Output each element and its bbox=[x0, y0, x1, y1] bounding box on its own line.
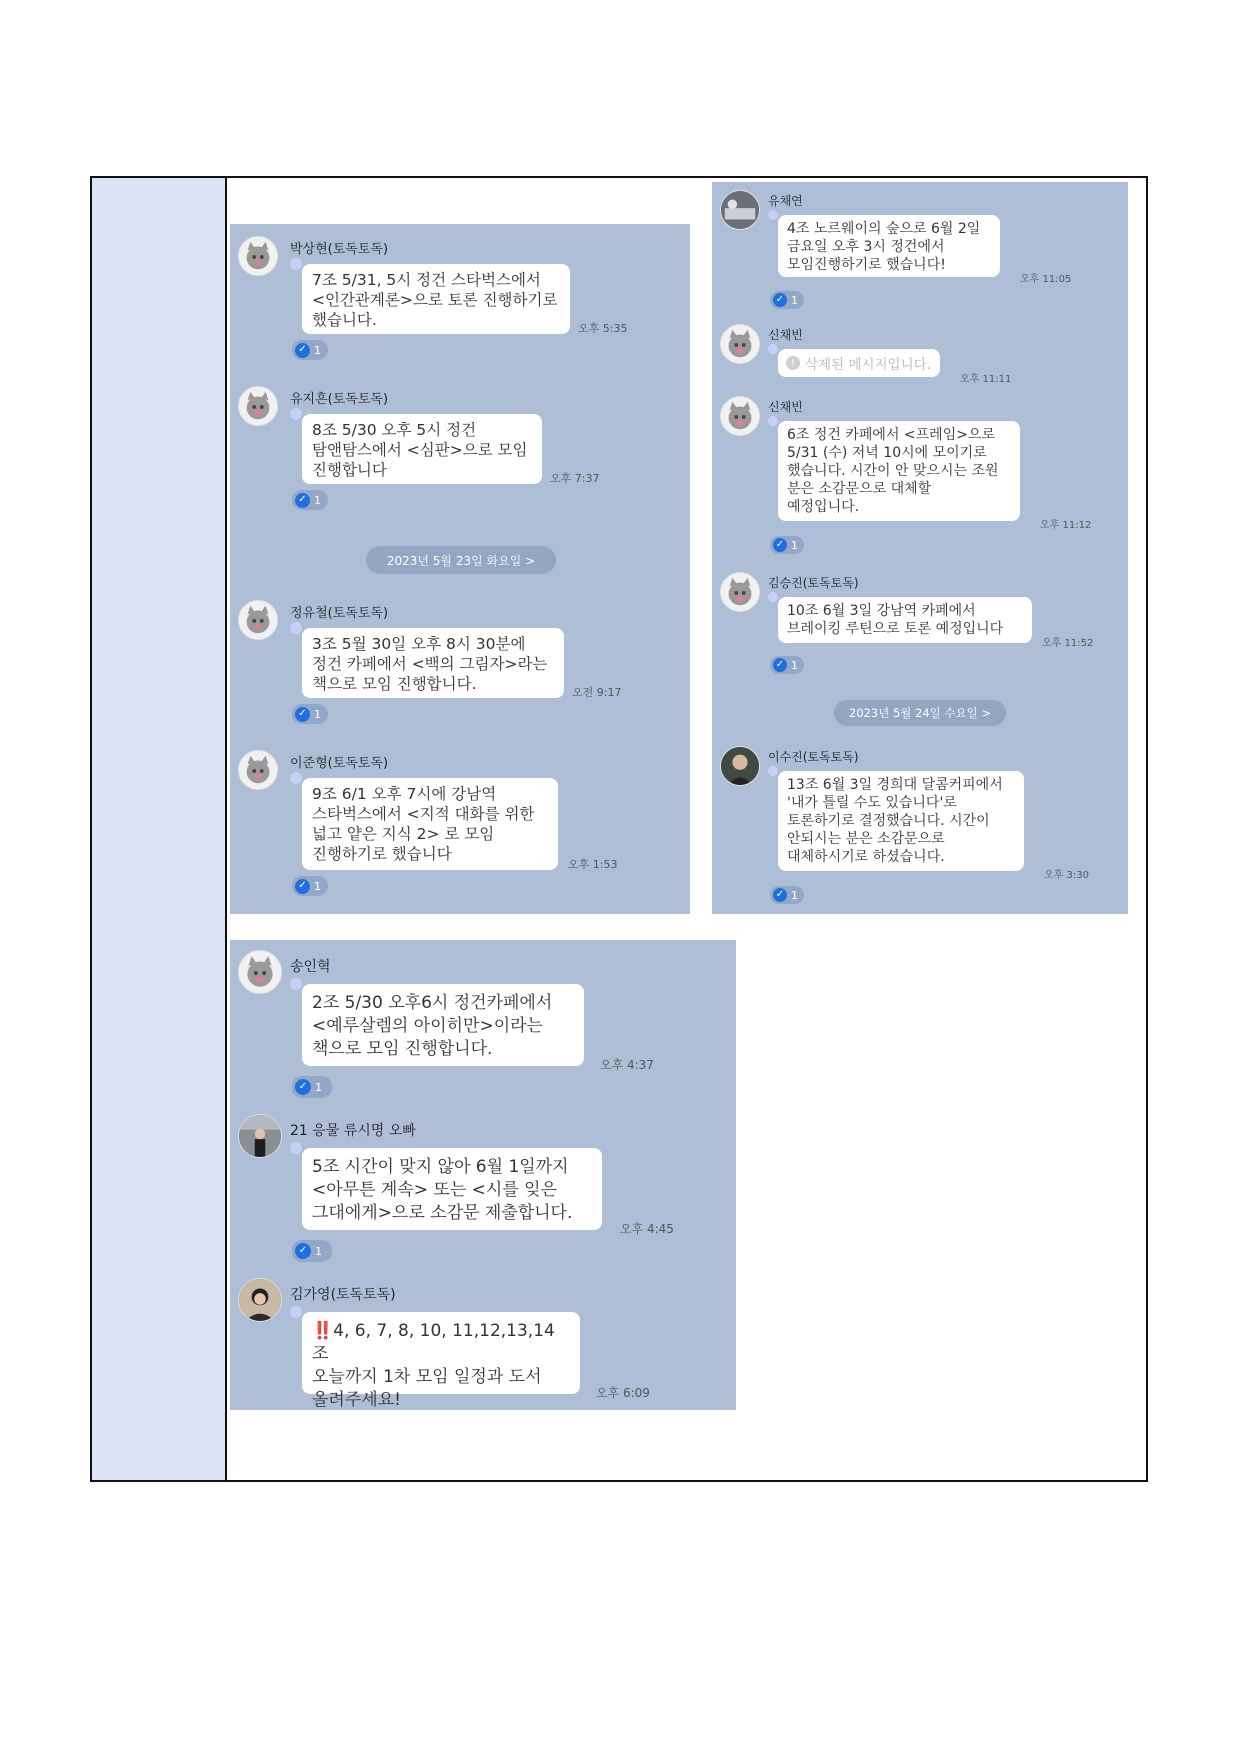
date-divider[interactable]: 2023년 5월 24일 수요일 > bbox=[834, 700, 1006, 726]
check-icon: ✓ bbox=[295, 879, 310, 894]
message-text: 4, 6, 7, 8, 10, 11,12,13,14조 오늘까지 1차 모임 일정과 도서 올려주세요! bbox=[312, 1321, 555, 1410]
read-receipt: ✓ 1 bbox=[770, 886, 804, 904]
check-icon: ✓ bbox=[773, 888, 787, 902]
table-label-cell bbox=[92, 178, 227, 1480]
sender-name: 정유철(토독토독) bbox=[290, 606, 389, 621]
cat-avatar-icon bbox=[720, 396, 760, 436]
read-receipt: ✓ 1 bbox=[770, 656, 804, 674]
bubble-tail bbox=[768, 766, 778, 776]
profile-photo-avatar bbox=[720, 746, 760, 786]
chat-message bbox=[238, 750, 678, 910]
check-icon: ✓ bbox=[773, 538, 787, 552]
check-icon: ✓ bbox=[773, 658, 787, 672]
read-receipt: ✓ 1 bbox=[292, 340, 328, 360]
cat-avatar-icon bbox=[238, 950, 282, 994]
chat-message bbox=[238, 386, 678, 516]
chat-message bbox=[238, 236, 678, 366]
chat-message bbox=[238, 1278, 728, 1410]
sender-name: 21 응물 류시명 오빠 bbox=[290, 1123, 416, 1139]
check-icon: ✓ bbox=[295, 1243, 311, 1259]
message-time: 오후 11:05 bbox=[1020, 274, 1072, 285]
check-icon: ✓ bbox=[295, 343, 310, 358]
chat-screenshot-bottom bbox=[230, 940, 736, 1410]
sender-name: 이준형(토독토독) bbox=[290, 756, 389, 771]
cat-avatar-icon bbox=[238, 750, 278, 790]
bubble-tail bbox=[290, 1142, 302, 1154]
bubble-tail bbox=[290, 258, 302, 270]
message-time: 오후 4:45 bbox=[620, 1222, 674, 1236]
deleted-message-bubble: ! 삭제된 메시지입니다. bbox=[778, 349, 940, 377]
sender-name: 유지흔(토독토독) bbox=[290, 392, 389, 407]
check-icon: ✓ bbox=[295, 1079, 311, 1095]
message-time: 오후 11:12 bbox=[1040, 520, 1092, 531]
chat-message bbox=[720, 572, 1124, 682]
bubble-tail bbox=[768, 210, 778, 220]
check-icon: ✓ bbox=[773, 293, 787, 307]
info-icon: ! bbox=[786, 356, 800, 370]
message-time: 오후 11:52 bbox=[1042, 638, 1094, 649]
message-bubble: 9조 6/1 오후 7시에 강남역 스타벅스에서 <지적 대화를 위한 넓고 얕은 지식 2> 로 모임 진행하기로 했습니다 bbox=[302, 778, 558, 870]
sender-name: 박상현(토독토독) bbox=[290, 242, 389, 257]
chat-screenshot-left bbox=[230, 224, 690, 914]
cat-avatar-icon bbox=[720, 572, 760, 612]
chat-message bbox=[720, 190, 1124, 314]
read-receipt: ✓ 1 bbox=[292, 704, 328, 724]
message-bubble: 7조 5/31, 5시 정건 스타벅스에서 <인간관계론>으로 토론 진행하기로 했습니다. bbox=[302, 264, 570, 334]
bubble-tail bbox=[768, 344, 778, 354]
bubble-tail bbox=[290, 772, 302, 784]
message-time: 오후 7:37 bbox=[550, 472, 600, 485]
profile-photo-avatar bbox=[238, 1278, 282, 1322]
cat-avatar-icon bbox=[238, 236, 278, 276]
message-bubble: 10조 6월 3일 강남역 카페에서 브레이킹 루틴으로 토론 예정입니다 bbox=[778, 597, 1032, 643]
chat-message bbox=[720, 324, 1124, 384]
message-time: 오전 9:17 bbox=[572, 686, 622, 699]
sender-name: 이수진(토독토독) bbox=[768, 750, 859, 764]
bubble-tail bbox=[290, 408, 302, 420]
message-time: 오후 11:11 bbox=[960, 374, 1012, 385]
read-receipt: ✓ 1 bbox=[292, 490, 328, 510]
chat-message bbox=[238, 600, 678, 730]
profile-photo-avatar bbox=[720, 190, 760, 230]
message-bubble: 3조 5월 30일 오후 8시 30분에 정건 카페에서 <백의 그림자>라는 책으로 모임 진행합니다. bbox=[302, 628, 564, 698]
sender-name: 신채빈 bbox=[768, 400, 803, 414]
read-receipt: ✓ 1 bbox=[292, 1240, 332, 1262]
message-time: 오후 6:09 bbox=[596, 1386, 650, 1400]
bubble-tail bbox=[290, 622, 302, 634]
bubble-tail bbox=[290, 978, 302, 990]
cat-avatar-icon bbox=[720, 324, 760, 364]
double-exclamation-icon: ‼️ bbox=[312, 1321, 334, 1341]
bubble-tail bbox=[768, 592, 778, 602]
message-time: 오후 1:53 bbox=[568, 858, 618, 871]
sender-name: 송인혁 bbox=[290, 959, 331, 975]
sender-name: 김가영(토독토독) bbox=[290, 1287, 396, 1303]
date-divider[interactable]: 2023년 5월 23일 화요일 > bbox=[366, 546, 556, 574]
bubble-tail bbox=[290, 1306, 302, 1318]
chat-screenshot-right bbox=[712, 182, 1128, 914]
message-bubble bbox=[302, 1312, 580, 1410]
chat-message bbox=[238, 1114, 728, 1264]
sender-name: 신채빈 bbox=[768, 328, 803, 342]
cat-avatar-icon bbox=[238, 600, 278, 640]
message-bubble: 5조 시간이 맞지 않아 6월 1일까지 <아무튼 계속> 또는 <시를 잊은 그대에게>으로 소감문 제출합니다. bbox=[302, 1148, 602, 1230]
chat-message bbox=[238, 950, 728, 1100]
read-receipt: ✓ 1 bbox=[770, 291, 804, 309]
sender-name: 유채연 bbox=[768, 194, 803, 208]
message-bubble: 8조 5/30 오후 5시 정건 탐앤탐스에서 <심판>으로 모임 진행합니다 bbox=[302, 414, 542, 484]
message-time: 오후 3:30 bbox=[1044, 870, 1089, 881]
message-time: 오후 4:37 bbox=[600, 1058, 654, 1072]
chat-message bbox=[720, 396, 1124, 562]
read-receipt: ✓ 1 bbox=[292, 876, 328, 896]
check-icon: ✓ bbox=[295, 707, 310, 722]
read-receipt: ✓ 1 bbox=[770, 536, 804, 554]
message-bubble: 2조 5/30 오후6시 정건카페에서 <예루살렘의 아이히만>이라는 책으로 모임 진행합니다. bbox=[302, 984, 584, 1066]
read-receipt: ✓ 1 bbox=[292, 1076, 332, 1098]
profile-photo-avatar bbox=[238, 1114, 282, 1158]
chat-message bbox=[720, 746, 1124, 912]
message-time: 오후 5:35 bbox=[578, 322, 628, 335]
message-bubble: 4조 노르웨이의 숲으로 6월 2일 금요일 오후 3시 정건에서 모임진행하기로 했습니다! bbox=[778, 215, 1000, 277]
message-bubble: 6조 정건 카페에서 <프레임>으로 5/31 (수) 저녁 10시에 모이기로 했습니다. 시간이 안 맞으시는 조원 분은 소감문으로 대체할 예정입니다. bbox=[778, 421, 1020, 521]
sender-name: 김승진(토독토독) bbox=[768, 576, 859, 590]
cat-avatar-icon bbox=[238, 386, 278, 426]
message-bubble: 13조 6월 3일 경희대 달콤커피에서 '내가 틀릴 수도 있습니다'로 토론하기로 결정했습니다. 시간이 안되시는 분은 소감문으로 대체하시기로 하셨습니다. bbox=[778, 771, 1024, 871]
bubble-tail bbox=[768, 416, 778, 426]
check-icon: ✓ bbox=[295, 493, 310, 508]
